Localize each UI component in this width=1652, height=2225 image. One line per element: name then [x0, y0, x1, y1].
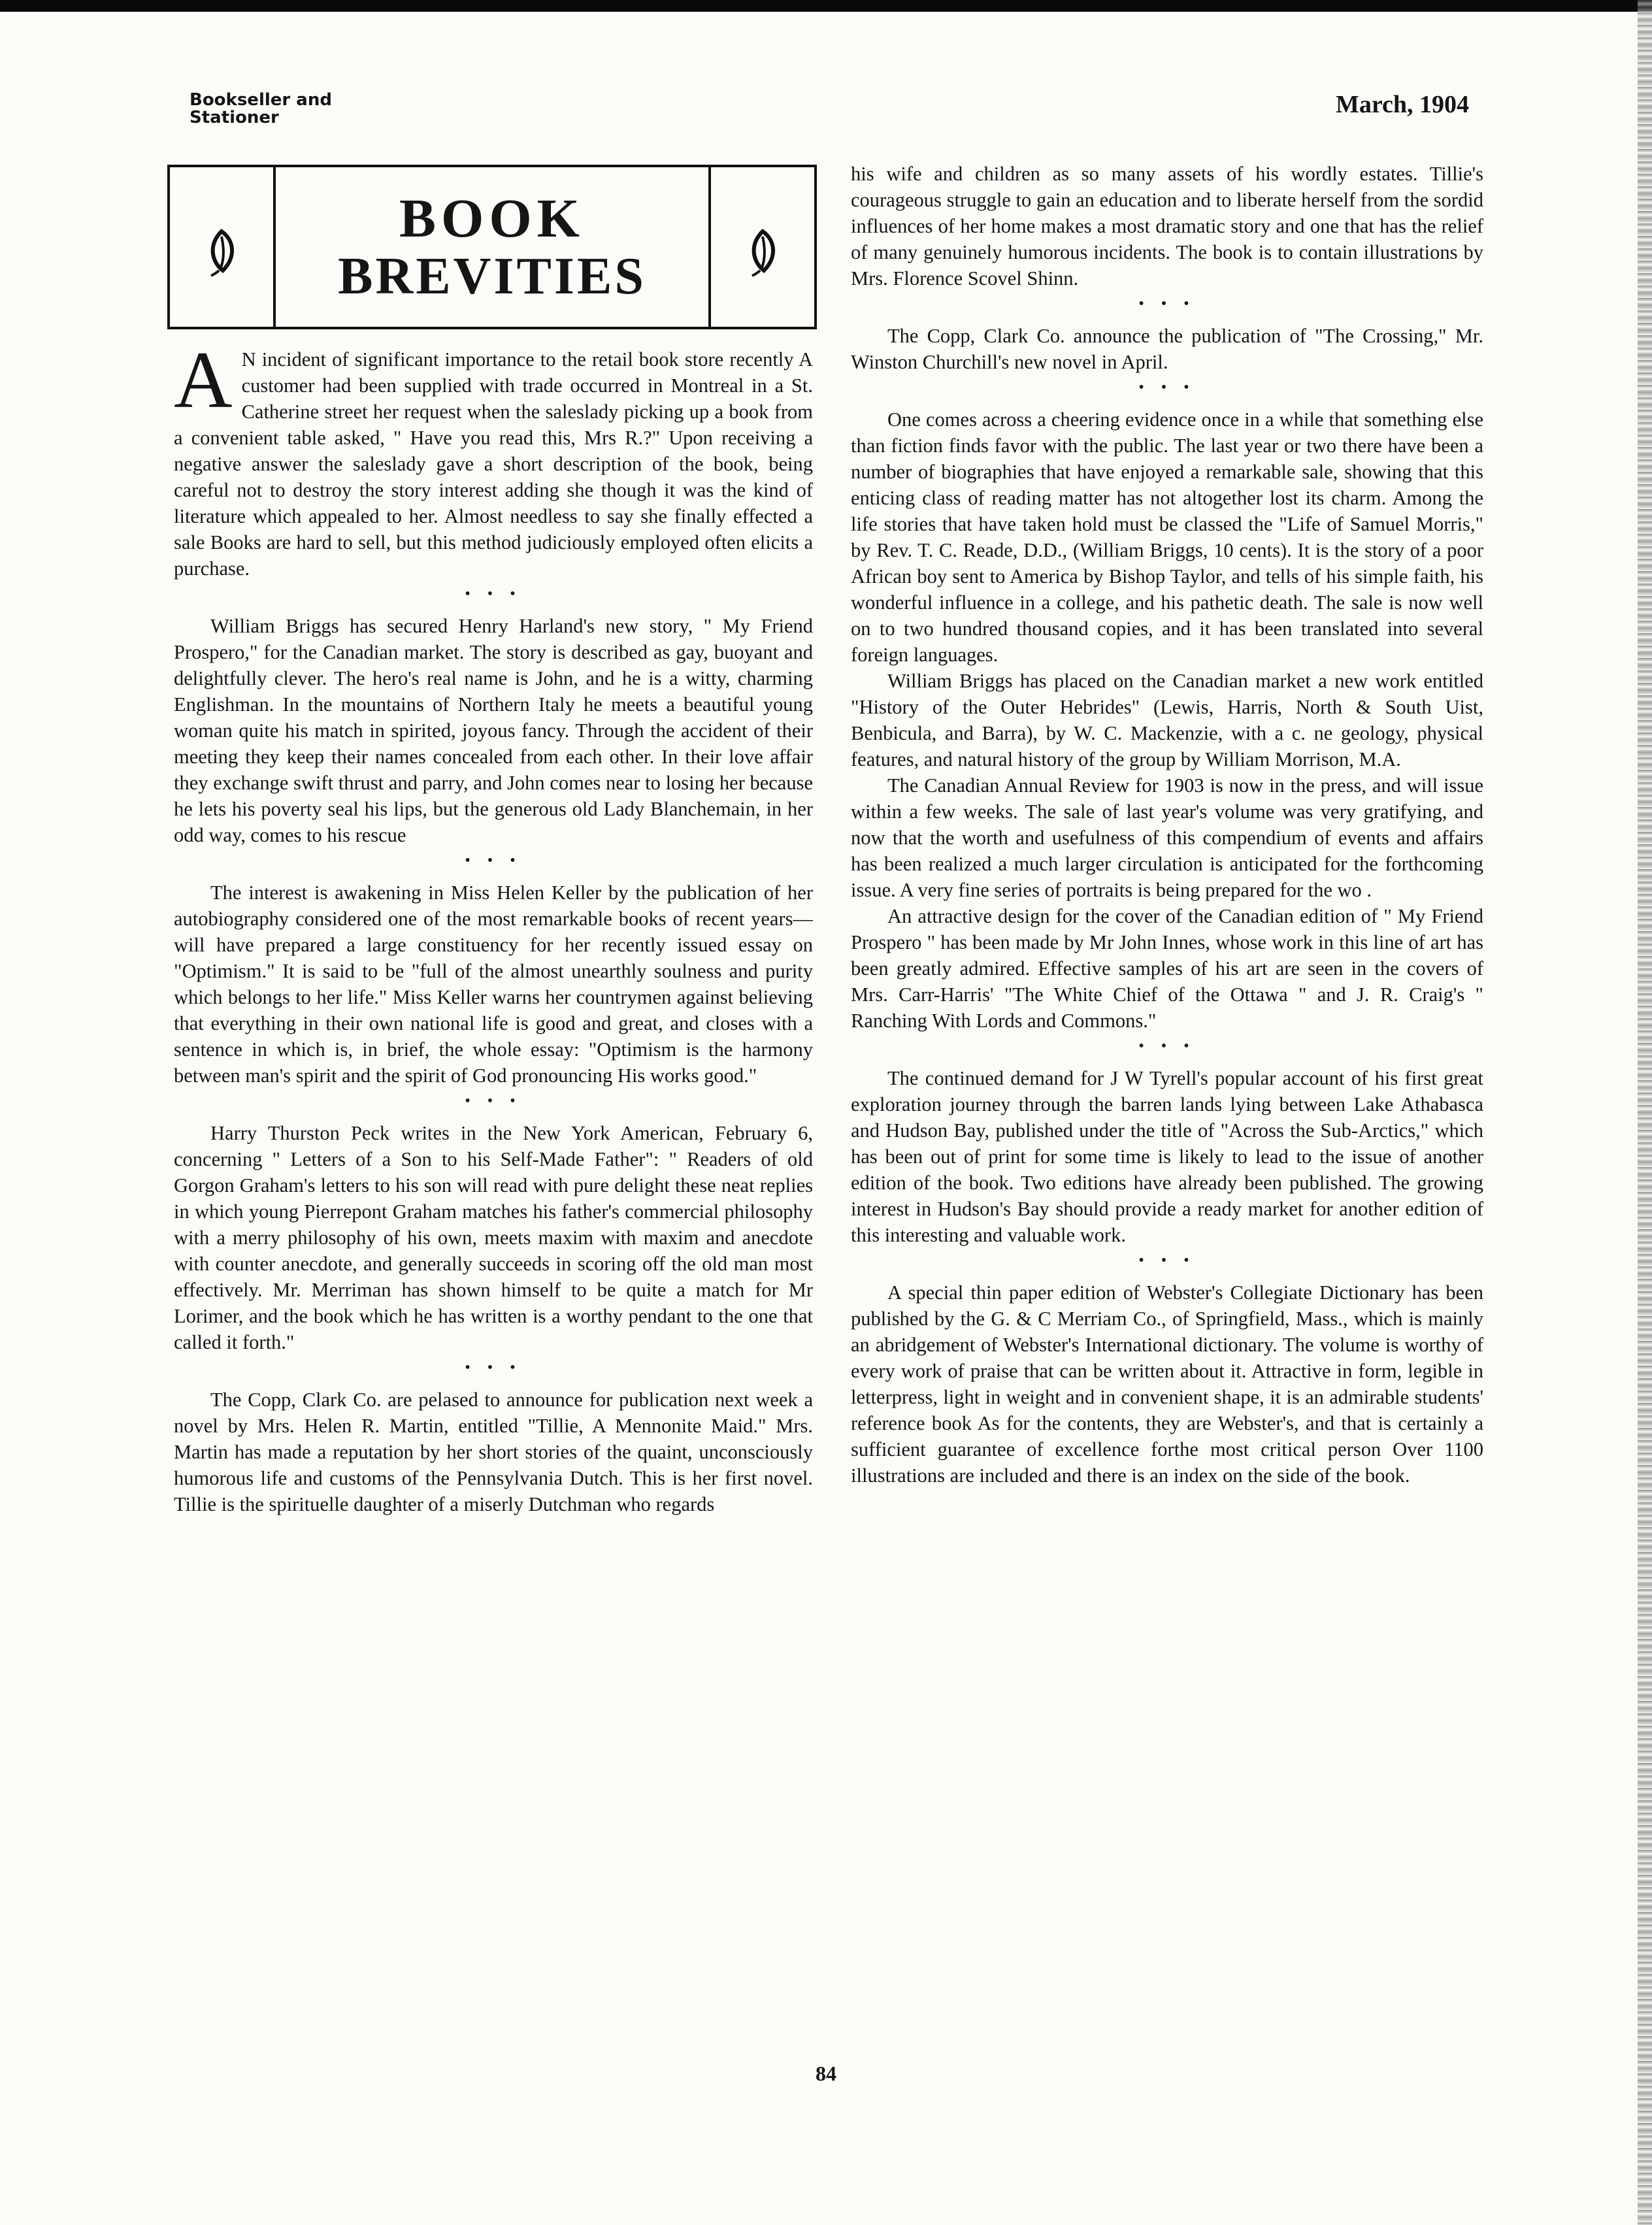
article-paragraph: The Copp, Clark Co. announce the publication of "The Crossing," Mr. Winston Churchill's new novel in April.: [851, 325, 1483, 373]
section-separator: • • •: [465, 1093, 522, 1110]
leaf-ornament-icon: [746, 229, 780, 277]
page-title-line1: BOOK: [399, 188, 586, 249]
article-paragraph: The interest is awakening in Miss Helen Keller by the publication of her autobiography considered one of the most remarkable books of recent years—will have prepared a large constituency for her recently issued essay on "Optimism." It is said to be "full of the almost unearthly soulness and purity which belongs to her life." Miss Keller warns her countrymen against believing that everything in their own national life is good and great, and closes with a sentence in which is, in brief, the whole essay: "Optimism is the harmony between man's spirit and the spirit of God pronouncing His works good.": [174, 882, 813, 1087]
section-separator: • • •: [465, 1359, 522, 1376]
running-head-publication: [190, 91, 332, 127]
article-paragraph: his wife and children as so many assets of his wordly estates. Tillie's courageous struggle to gain an education and to liberate herself from the sordid influences of her home makes a most dramatic story and one that has the relief of many genuinely humorous incidents. The book is to contain illustrations by Mrs. Florence Scovel Shinn.: [851, 163, 1483, 289]
section-separator: • • •: [1138, 1252, 1196, 1269]
article-paragraph: William Briggs has placed on the Canadian market a new work entitled "History of the Outer Hebrides" (Lewis, Harris, North & South Uist, Benbicula, and Barra), by W. C. Mackenzie, with a c. ne geology, physical features, and natural history of the group by William Morrison, M.A.: [851, 670, 1483, 770]
running-head-line2: Stationer: [190, 108, 279, 127]
section-separator: • • •: [1138, 379, 1196, 396]
page-number: 84: [816, 2062, 836, 2085]
article-paragraph: William Briggs has secured Henry Harland's new story, " My Friend Prospero," for the Canadian market. The story is described as gay, buoyant and delightfully clever. The hero's real name is John, and he is a witty, charming Englishman. In the mountains of Northern Italy he meets a beautiful young woman quite his match in spirited, joyous fancy. Through the accident of their meeting they keep their names concealed from each other. In their love affair they exchange swift thrust and parry, and John comes near to losing her because he lets his poverty seal his lips, but the generous old Lady Blanchemain, in her odd way, comes to his rescue: [174, 615, 813, 846]
article-paragraph: The Copp, Clark Co. are pelased to announce for publication next week a novel by Mrs. Helen R. Martin, entitled "Tillie, A Mennonite Maid." Mrs. Martin has made a reputation by her short stories of the quaint, unconsciously humorous life and customs of the Pennsylvania Dutch. This is her first novel. Tillie is the spirituelle daughter of a miserly Dutchman who regards: [174, 1389, 813, 1515]
running-head-line1: Bookseller and: [190, 90, 332, 110]
title-box-left-panel: [170, 167, 276, 327]
article-paragraph: A special thin paper edition of Webster's Collegiate Dictionary has been published by the G. & C Merriam Co., of Springfield, Mass., which is mainly an abridgement of Webster's International dictionary. The volume is worthy of every work of praise that can be written about it. Attractive in form, legible in letterpress, light in weight and in convenient shape, it is an admirable students' reference book As for the contents, they are Webster's, and that is certainly a sufficient guarantee of excellence forthe most critical person Over 1100 illustrations are included and there is an index on the side of the book.: [851, 1281, 1483, 1487]
top-scan-border: [0, 0, 1652, 12]
article-paragraph: The continued demand for J W Tyrell's popular account of his first great exploration journey through the barren lands lying between Lake Athabasca and Hudson Bay, published under the title of "Across the Sub-Arctics," which has been out of print for some time is likely to lead to the issue of another edition of the book. Two editions have already been published. The growing interest in Hudson's Bay should provide a ready market for another edition of this interesting and valuable work.: [851, 1067, 1483, 1246]
article-paragraph: The Canadian Annual Review for 1903 is now in the press, and will issue within a few weeks. The sale of last year's volume was very gratifying, and now that the worth and usefulness of this compendium of events and affairs has been realized a much larger circulation is anticipated for the forthcoming issue. A very fine series of portraits is being prepared for the wo .: [851, 774, 1483, 901]
title-box-right-panel: [708, 167, 814, 327]
running-head-date: March, 1904: [1335, 91, 1469, 118]
article-paragraph: [174, 335, 813, 582]
page-title-line2: BREVITIES: [338, 248, 646, 305]
article-paragraph: One comes across a cheering evidence once in a while that something else than fiction finds favor with the public. The last year or two there have been a number of biographies that have enjoyed a remarkable sale, showing that this enticing class of reading matter has not altogether lost its charm. Among the life stories that have taken hold must be classed the "Life of Samuel Morris," by Rev. T. C. Reade, D.D., (William Briggs, 10 cents). It is the story of a poor African boy sent to America by Bishop Taylor, and tells of his simple faith, his wonderful influence in a college, and his pathetic death. The sale is now well on to two hundred thousand copies, and it has been translated into several foreign languages.: [851, 408, 1483, 666]
article-paragraph: An attractive design for the cover of the Canadian edition of " My Friend Prospero " has been made by Mr John Innes, whose work in this line of art has been greatly admired. Effective samples of his art are seen in the covers of Mrs. Carr-Harris' "The White Chief of the Ottawa " and J. R. Craig's " Ranching With Lords and Commons.": [851, 905, 1483, 1032]
leaf-ornament-icon: [205, 229, 239, 277]
left-column: [174, 335, 813, 1517]
drop-cap: A: [174, 335, 233, 425]
section-separator: • • •: [465, 852, 522, 869]
section-separator: • • •: [465, 585, 522, 602]
article-paragraph: Harry Thurston Peck writes in the New York American, February 6, concerning " Letters of a Son to his Self-Made Father": " Readers of old Gorgon Graham's letters to his son will read with pure delight these neat replies in which young Pierrepont Graham matches his father's commercial philosophy with a merry philosophy of his own, meets maxim with maxim and anecdote with counter anecdote, and generally succeeds in scoring off the old man most effectively. Mr. Merriman has shown himself to be quite a match for Mr Lorimer, and the book which he has written is a worthy pendant to the one that called it forth.": [174, 1122, 813, 1353]
title-box: [167, 165, 817, 329]
section-separator: • • •: [1138, 1038, 1196, 1055]
right-scan-edge: [1638, 0, 1652, 2225]
section-separator: • • •: [1138, 295, 1196, 312]
right-column: [851, 161, 1483, 1489]
article-text: N incident of significant importance to the retail book store recently A customer had been supplied with trade occurred in Montreal in a St. Catherine street her request when the saleslady picking up a book from a convenient table asked, " Have you read this, Mrs R.?" Upon receiving a negative answer the saleslady gave a short description of the book, being careful not to destroy the story interest adding she though it was the kind of literature which appealed to her. Almost needless to say she finally effected a sale Books are hard to sell, but this method judiciously employed often elicits a purchase.: [174, 348, 813, 580]
